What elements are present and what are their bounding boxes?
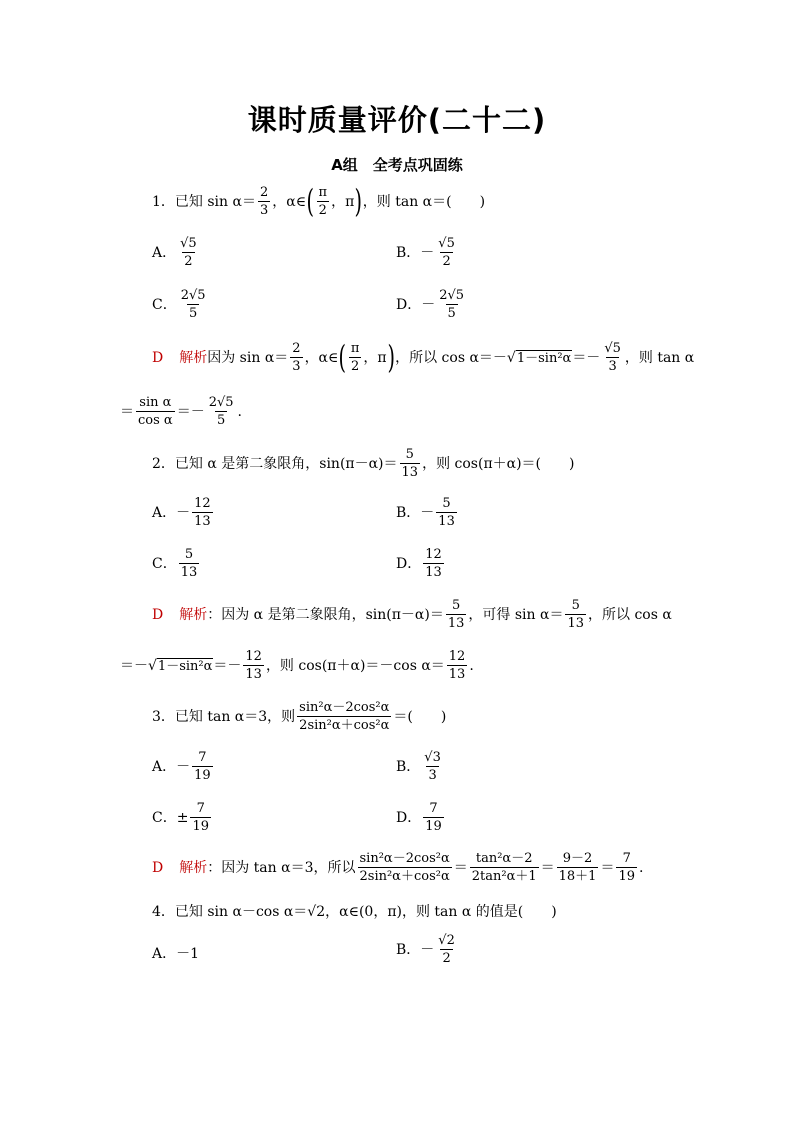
question-1-solution: D 解析 因为 sin α＝ $\frac{2}{3}$ ，α∈ ( $\frac{\pi}{2}$ ， π ) ，所以 cos α＝－ √ 1－sin²α ＝－ $\frac{√5}{3}$ ，则 tan α xyxy=(152,337,695,376)
question-3-solution: D 解析 ：因为 tan α＝3，所以 $\frac{\text{sin²α－2cos²α}}{\text{2sin²α＋cos²α}}$ ＝ $\frac{\text{tan²α－2}}{\text{2tan²α＋1}}$ ＝ $\frac{9-2}{18+1}$ ＝ $\frac{7}{19}$ . xyxy=(152,851,644,884)
question-1-option-c[interactable]: C． $\frac{2√5}{5}$ xyxy=(152,288,206,321)
question-1-option-b[interactable]: B． － $\frac{√5}{2}$ xyxy=(396,236,455,269)
solution-label: 解析 xyxy=(179,349,208,366)
question-2-solution: D 解析 ：因为 α 是第二象限角，sin(π－α)＝ $\frac{5}{13}$ ，可得 sin α＝ $\frac{5}{13}$ ，所以 cos α xyxy=(152,598,672,631)
section-heading: A组 全考点巩固练 xyxy=(331,156,463,174)
question-2-option-a[interactable]: A． － $\frac{12}{13}$ xyxy=(152,496,211,529)
question-4-stem: 4．已知 sin α－cos α＝√2，α∈(0，π)，则 tan α 的值是( ) xyxy=(152,904,557,920)
question-3-option-c[interactable]: C． ± $\frac{7}{19}$ xyxy=(152,801,209,834)
page-title: 课时质量评价(二十二) xyxy=(247,103,547,137)
question-2-option-c[interactable]: C． $\frac{5}{13}$ xyxy=(152,547,198,580)
question-4-option-a[interactable]: A．－1 xyxy=(152,946,200,962)
question-2-solution-line-2: ＝－ √ 1－sin²α ＝－ $\frac{12}{13}$ ，则 cos(π＋α)＝－cos α＝ $\frac{12}{13}$ . xyxy=(120,649,474,682)
question-1-option-a[interactable]: A． $\frac{√5}{2}$ xyxy=(152,236,197,269)
question-2-option-d[interactable]: D． $\frac{12}{13}$ xyxy=(396,547,442,580)
question-4-option-b[interactable]: B． － $\frac{√2}{2}$ xyxy=(396,933,455,966)
question-1-stem: 1．已知 sin α＝ $\frac{2}{3}$ ，α∈ ( $\frac{\pi}{2}$ ， π ) ，则 tan α＝( ) xyxy=(152,181,486,220)
question-3-option-a[interactable]: A． － $\frac{7}{19}$ xyxy=(152,750,211,783)
answer-letter: D xyxy=(152,349,164,366)
question-2-stem: 2．已知 α 是第二象限角，sin(π－α)＝ $\frac{5}{13}$ ，则 cos(π＋α)＝( ) xyxy=(152,447,575,480)
question-3-option-b[interactable]: B． $\frac{√3}{3}$ xyxy=(396,750,441,783)
question-1-solution-line-2: ＝ $\frac{\text{sin α}}{\text{cos α}}$ ＝－ $\frac{2√5}{5}$ . xyxy=(120,395,242,428)
question-1-option-d[interactable]: D． － $\frac{2√5}{5}$ xyxy=(396,288,465,321)
question-2-option-b[interactable]: B． － $\frac{5}{13}$ xyxy=(396,496,455,529)
fraction: $\frac{2}{3}$ xyxy=(259,185,269,218)
question-3-stem: 3．已知 tan α＝3，则 $\frac{\text{sin²α－2cos²α}}{\text{2sin²α＋cos²α}}$ ＝( ) xyxy=(152,700,447,733)
question-3-option-d[interactable]: D． $\frac{7}{19}$ xyxy=(396,801,442,834)
